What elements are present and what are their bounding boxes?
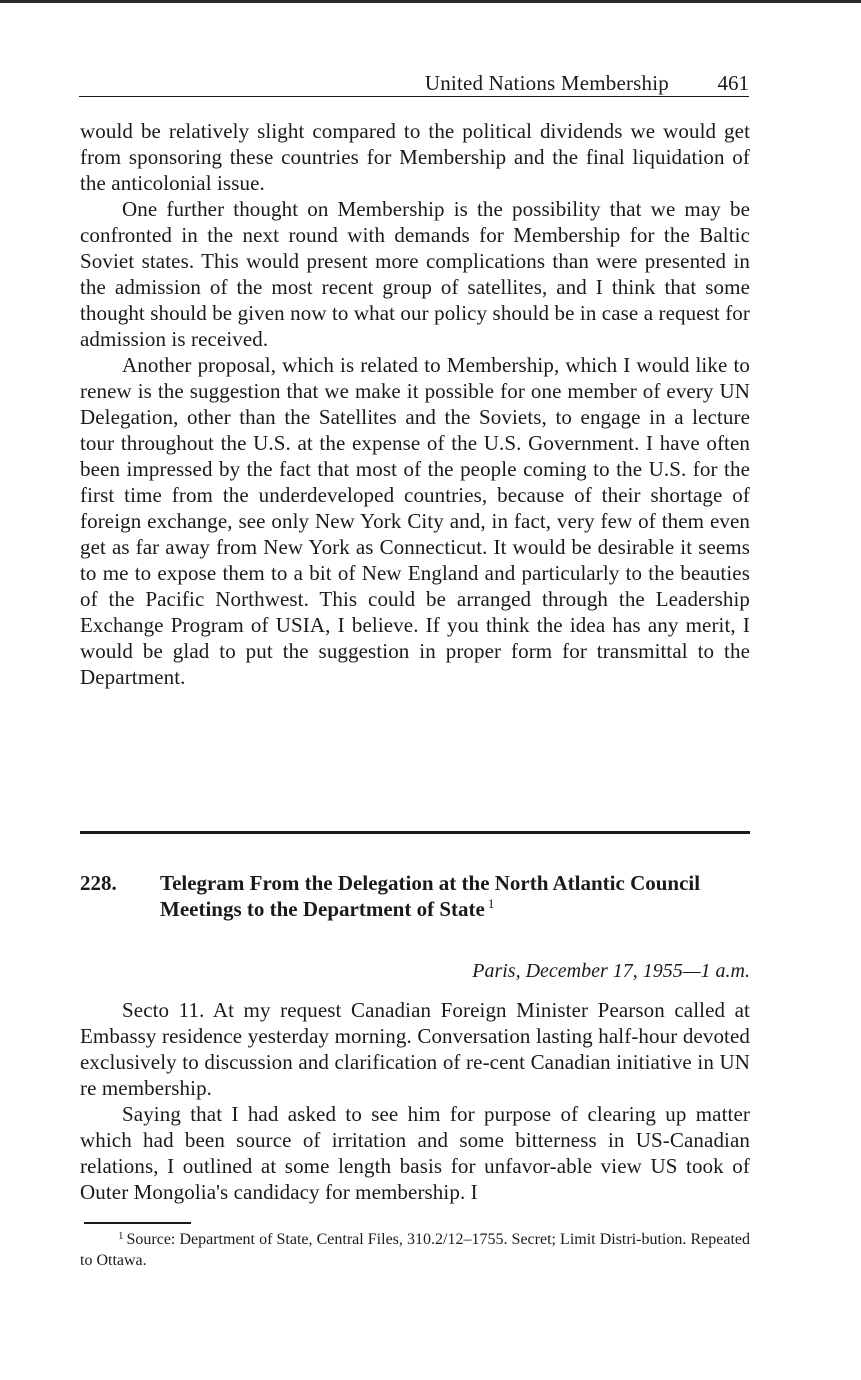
paragraph-baltic-states: One further thought on Membership is the possibility that we may be confronted in the next round with demands for Membership for the Baltic Soviet states. This would present more complications than were presented in the admission of the most recent group of satellites, and I think that some thought should be given now to what our policy should be in case a request for admission is received. [80, 197, 750, 351]
paragraph-continued: would be relatively slight compared to the political dividends we would get from sponsoring these countries for Membership and the final liquidation of the anticolonial issue. [80, 119, 750, 195]
continued-text [80, 118, 750, 690]
document-title: Telegram From the Delegation at the North Atlantic Council Meetings to the Department of State [160, 871, 701, 921]
document-number: 228. [80, 871, 117, 895]
document-heading [160, 870, 750, 922]
telegram-body [80, 997, 750, 1205]
footnote-reference: 1 [487, 896, 495, 911]
dateline: Paris, December 17, 1955—1 a.m. [472, 960, 750, 982]
footnote [80, 1229, 750, 1271]
footnote-divider [84, 1222, 191, 1224]
page-top-edge [0, 0, 861, 3]
paragraph-secto-11: Secto 11. At my request Canadian Foreign Minister Pearson called at Embassy residence yesterday morning. Conversation lasting half-hour devoted exclusively to discussion and clarification of re-cent Canadian initiative in UN re membership. [80, 998, 750, 1100]
paragraph-outer-mongolia: Saying that I had asked to see him for purpose of clearing up matter which had been source of irritation and some bitterness in US-Canadian relations, I outlined at some length basis for unfavor-able view US took of Outer Mongolia's candidacy for membership. I [80, 1102, 750, 1204]
section-divider [80, 831, 750, 834]
running-head-title: United Nations Membership [424, 71, 669, 95]
footnote-text: Source: Department of State, Central Files, 310.2/12–1755. Secret; Limit Distri-bution. Repeated to Ottawa. [80, 1231, 750, 1269]
paragraph-lecture-tour: Another proposal, which is related to Membership, which I would like to renew is the suggestion that we make it possible for one member of every UN Delegation, other than the Satellites and the Soviets, to engage in a lecture tour throughout the U.S. at the expense of the U.S. Government. I have often been impressed by the fact that most of the people coming to the U.S. for the first time from the underdeveloped countries, because of their shortage of foreign exchange, see only New York City and, in fact, very few of them even get as far away from New York as Connecticut. It would be desirable it seems to me to expose them to a bit of New England and particularly to the beauties of the Pacific Northwest. This could be arranged through the Leadership Exchange Program of USIA, I believe. If you think the idea has any merit, I would be glad to put the suggestion in proper form for transmittal to the Department. [80, 353, 750, 689]
footnote-marker: 1 [118, 1230, 124, 1242]
page-number: 461 [717, 71, 749, 95]
running-head [79, 70, 749, 97]
